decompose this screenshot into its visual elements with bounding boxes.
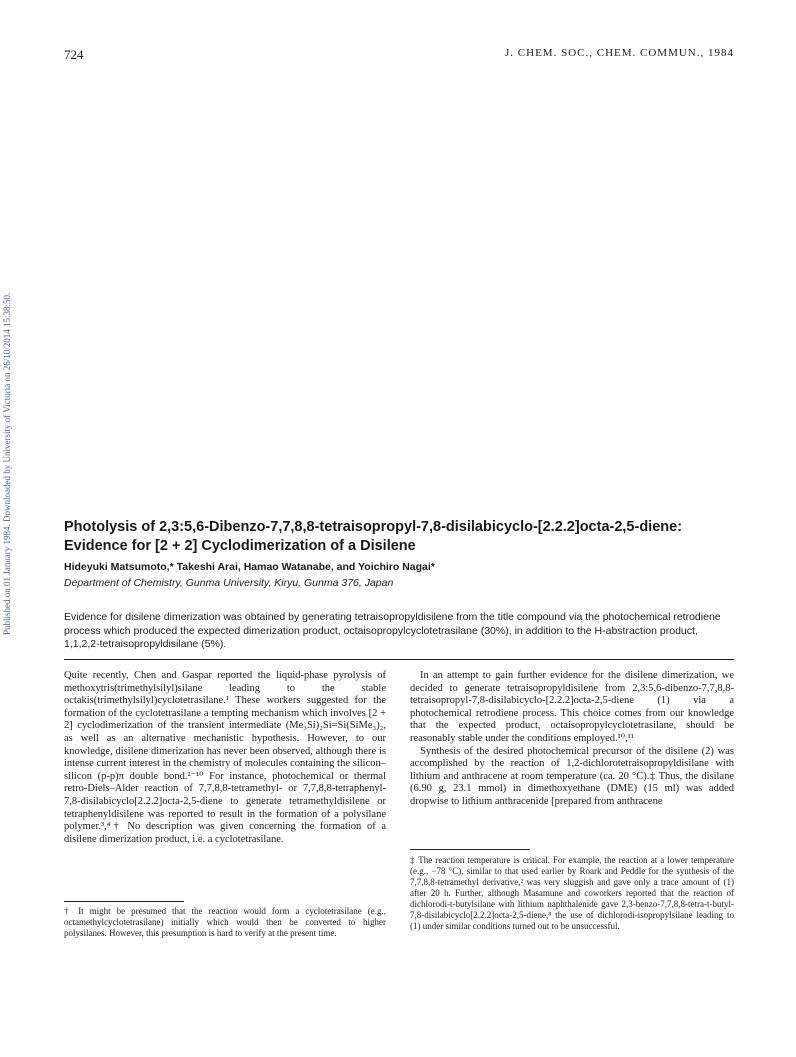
article-title: Photolysis of 2,3:5,6-Dibenzo-7,7,8,8-tetraisopropyl-7,8-disilabicyclo-[2.2.2]octa-2,5-diene: Evidence for [2 + 2] Cyclodimerization of a Disilene	[64, 519, 683, 554]
article-affiliation: Department of Chemistry, Gunma University, Kiryu, Gunma 376, Japan	[64, 577, 394, 589]
page-number: 724	[64, 47, 84, 62]
download-watermark: Published on 01 January 1984. Downloaded by University of Victoria on 26/10/2014 15:38:50.	[2, 292, 12, 635]
journal-header: J. CHEM. SOC., CHEM. COMMUN., 1984	[505, 47, 734, 59]
body-paragraph: Synthesis of the desired photochemical precursor of the disilene (2) was accomplished by the reaction of 1,2-dichlorotetraisopropyldisilane with lithium and anthracene at room temperature (ca. 20 °C).‡ Thus, the disilane (6.90 g, 23.1 mmol) in dimethoxyethane (DME) (15 ml) was added dropwise to lithium anthracenide [prepared from anthracene	[410, 745, 734, 807]
footnote-dagger-block	[64, 906, 386, 939]
left-column	[64, 670, 386, 846]
footnote-double-dagger: ‡ The reaction temperature is critical. For example, the reaction at a lower temperature (e.g., −78 °C), similar to that used earlier by Roark and Peddle for the synthesis of the 7,7,8,8-tetramethyl derivative,² was very sluggish and gave only a trace amount of (1) after 20 h. Further, although Masamune and coworkers reported that the reaction of dichlorodi-t-butylsilane with lithium naphthalenide gave 2,3-benzo-7,7,8,8-tetra-t-butyl-7,8-disilabicyclo[2.2.2]octa-2,5-diene,⁸ the use of dichlorodi-isopropylsilane leading to (1) under similar conditions turned out to be unsuccessful.	[410, 855, 734, 931]
footnote-double-dagger-block	[410, 855, 734, 932]
abstract-divider	[64, 659, 734, 660]
footnote-dagger: † It might be presumed that the reaction would form a cyclotetrasilane (e.g., octamethylcyclotetrasilane) initially which would then be converted to higher polysilanes. However, this presumption is hard to verify at the present time.	[64, 906, 386, 938]
article-authors: Hideyuki Matsumoto,* Takeshi Arai, Hamao Watanabe, and Yoichiro Nagai*	[64, 561, 435, 573]
body-paragraph: Quite recently, Chen and Gaspar reported the liquid-phase pyrolysis of methoxytris(trimethylsilyl)silane leading to the stable octakis(trimethylsilyl)cyclotetrasilane.¹ These workers suggested for the formation of the cyclotetrasilane a tempting mechanism which involves [2 + 2] cyclodimerization of the transient intermediate (Me₃Si)₂Si=Si(SiMe₃)₂, as well as an alternative mechanistic hypothesis. However, to our knowledge, disilene dimerization has never been observed, although there is intense current interest in the chemistry of molecules containing the silicon–silicon (p-p)π double bond.²⁻¹⁰ For instance, photochemical or thermal retro-Diels–Alder reaction of 7,7,8,8-tetramethyl- or 7,7,8,8-tetraphenyl-7,8-disilabicyclo[2.2.2]octa-2,5-diene to generate tetramethyldisilene or tetraphenyldisilene was reported to result in the formation of a polysilane polymer.³,⁴† No description was given concerning the formation of a disilene dimerization product, i.e. a cyclotetrasilane.	[64, 670, 386, 845]
body-paragraph: In an attempt to gain further evidence for the disilene dimerization, we decided to generate tetraisopropyldisilene from 2,3:5,6-dibenzo-7,7,8,8-tetraisopropyl-7,8-disilabicyclo-[2.2.2]octa-2,5-diene (1) via a photochemical retrodiene process. This choice comes from our knowledge that the expected product, octaisopropylcyclotetrasilane, should be reasonably stable under the conditions employed.¹⁰,¹¹	[410, 670, 734, 744]
footnote-divider-left	[64, 901, 184, 902]
footnote-divider-right	[410, 849, 530, 850]
article-abstract: Evidence for disilene dimerization was obtained by generating tetraisopropyldisilene from the title compound via the photochemical retrodiene process which produced the expected dimerization product, octaisopropylcyclotetrasilane (30%), in addition to the H-abstraction product, 1,1,2,2-tetraisopropyldisilane (5%).	[64, 611, 721, 650]
right-column	[410, 670, 734, 809]
